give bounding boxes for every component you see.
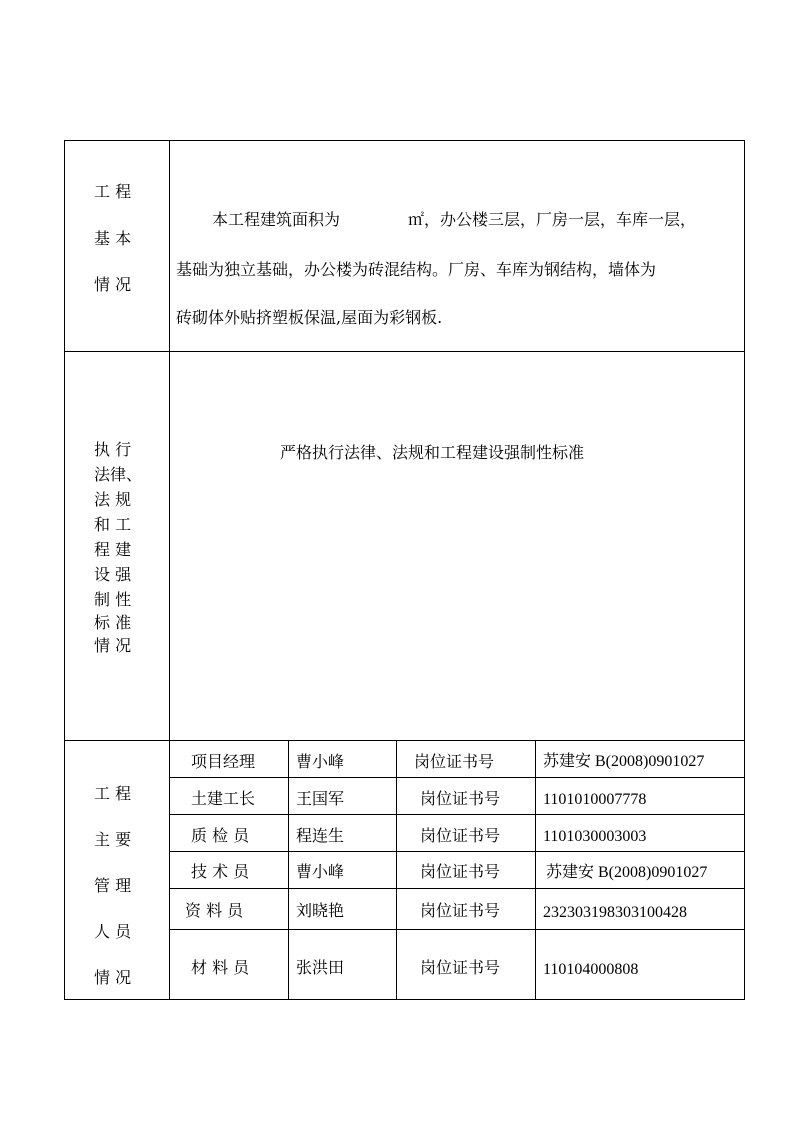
personnel-row-border-2: [169, 814, 745, 815]
section3-label-line-2: 主 要: [94, 830, 132, 849]
personnel-cert-label: 岗位证书号: [420, 958, 501, 977]
personnel-name: 程连生: [296, 826, 345, 845]
section2-label-line-8: 标 准: [94, 613, 132, 632]
section2-label-line-4: 和 工: [94, 515, 132, 534]
personnel-cert-number: 苏建安 B(2008)0901027: [546, 864, 708, 881]
personnel-cert-label: 岗位证书号: [420, 901, 501, 920]
personnel-name: 张洪田: [296, 958, 345, 977]
personnel-cert-number: 1101030003003: [543, 828, 647, 845]
personnel-cert-number: 232303198303100428: [543, 904, 687, 921]
section1-label-line-3: 情 况: [94, 275, 132, 294]
section2-label-line-6: 设 强: [94, 565, 132, 584]
section3-label-line-1: 工 程: [94, 784, 132, 803]
personnel-row-border-5: [169, 929, 745, 930]
section3-label-line-5: 情 况: [94, 968, 132, 987]
personnel-col-border-3: [535, 740, 536, 1000]
section1-text-line-3: 砖砌体外贴挤塑板保温,屋面为彩钢板.: [176, 308, 443, 327]
personnel-role: 土建工长: [191, 789, 256, 808]
section2-content: 严格执行法律、法规和工程建设强制性标准: [280, 443, 585, 462]
section2-label-line-1: 执 行: [94, 440, 132, 459]
personnel-row-border-3: [169, 851, 745, 852]
personnel-name: 刘晓艳: [296, 901, 345, 920]
section3-label-line-4: 人 员: [94, 922, 132, 941]
personnel-cert-label: 岗位证书号: [420, 789, 501, 808]
table-bottom-border: [64, 999, 745, 1000]
section2-label-line-3: 法 规: [94, 490, 132, 509]
section-divider-1: [64, 351, 745, 352]
section2-label-line-9: 情 况: [94, 636, 132, 655]
table-right-border: [744, 140, 745, 1000]
section2-label-line-7: 制 性: [94, 590, 132, 609]
personnel-cert-number: 110104000808: [543, 961, 639, 978]
personnel-cert-number: 苏建安 B(2008)0901027: [543, 753, 705, 770]
personnel-cert-label: 岗位证书号: [414, 752, 495, 771]
section2-label-line-5: 程 建: [94, 540, 132, 559]
personnel-role: 材 料 员: [191, 958, 250, 977]
section1-text-line-2: 基础为独立基础，办公楼为砖混结构。厂房、车库为钢结构，墙体为: [176, 260, 657, 279]
personnel-role: 技 术 员: [191, 862, 250, 881]
section1-text-unit: ㎡，办公楼三层，厂房一层，车库一层，: [408, 210, 697, 229]
label-column-border: [169, 140, 170, 1000]
personnel-name: 王国军: [296, 789, 345, 808]
personnel-row-border-4: [169, 888, 745, 889]
personnel-role: 资 料 员: [185, 901, 244, 920]
section2-label-line-2: 法律、: [94, 465, 143, 484]
section1-label-line-2: 基 本: [94, 229, 132, 248]
section1-label-line-1: 工 程: [94, 182, 132, 201]
personnel-row-border-1: [169, 777, 745, 778]
personnel-col-border-2: [396, 740, 397, 1000]
table-left-border: [64, 140, 65, 1000]
personnel-cert-number: 1101010007778: [543, 791, 647, 808]
table-top-border: [64, 140, 745, 141]
personnel-role: 质 检 员: [191, 826, 250, 845]
personnel-name: 曹小峰: [296, 862, 345, 881]
personnel-cert-label: 岗位证书号: [420, 862, 501, 881]
personnel-role: 项目经理: [191, 752, 256, 771]
section-divider-2: [64, 740, 745, 741]
personnel-name: 曹小峰: [296, 752, 345, 771]
section1-text-line-1: 本工程建筑面积为: [212, 210, 341, 229]
personnel-col-border-1: [288, 740, 289, 1000]
section3-label-line-3: 管 理: [94, 876, 132, 895]
personnel-cert-label: 岗位证书号: [420, 826, 501, 845]
